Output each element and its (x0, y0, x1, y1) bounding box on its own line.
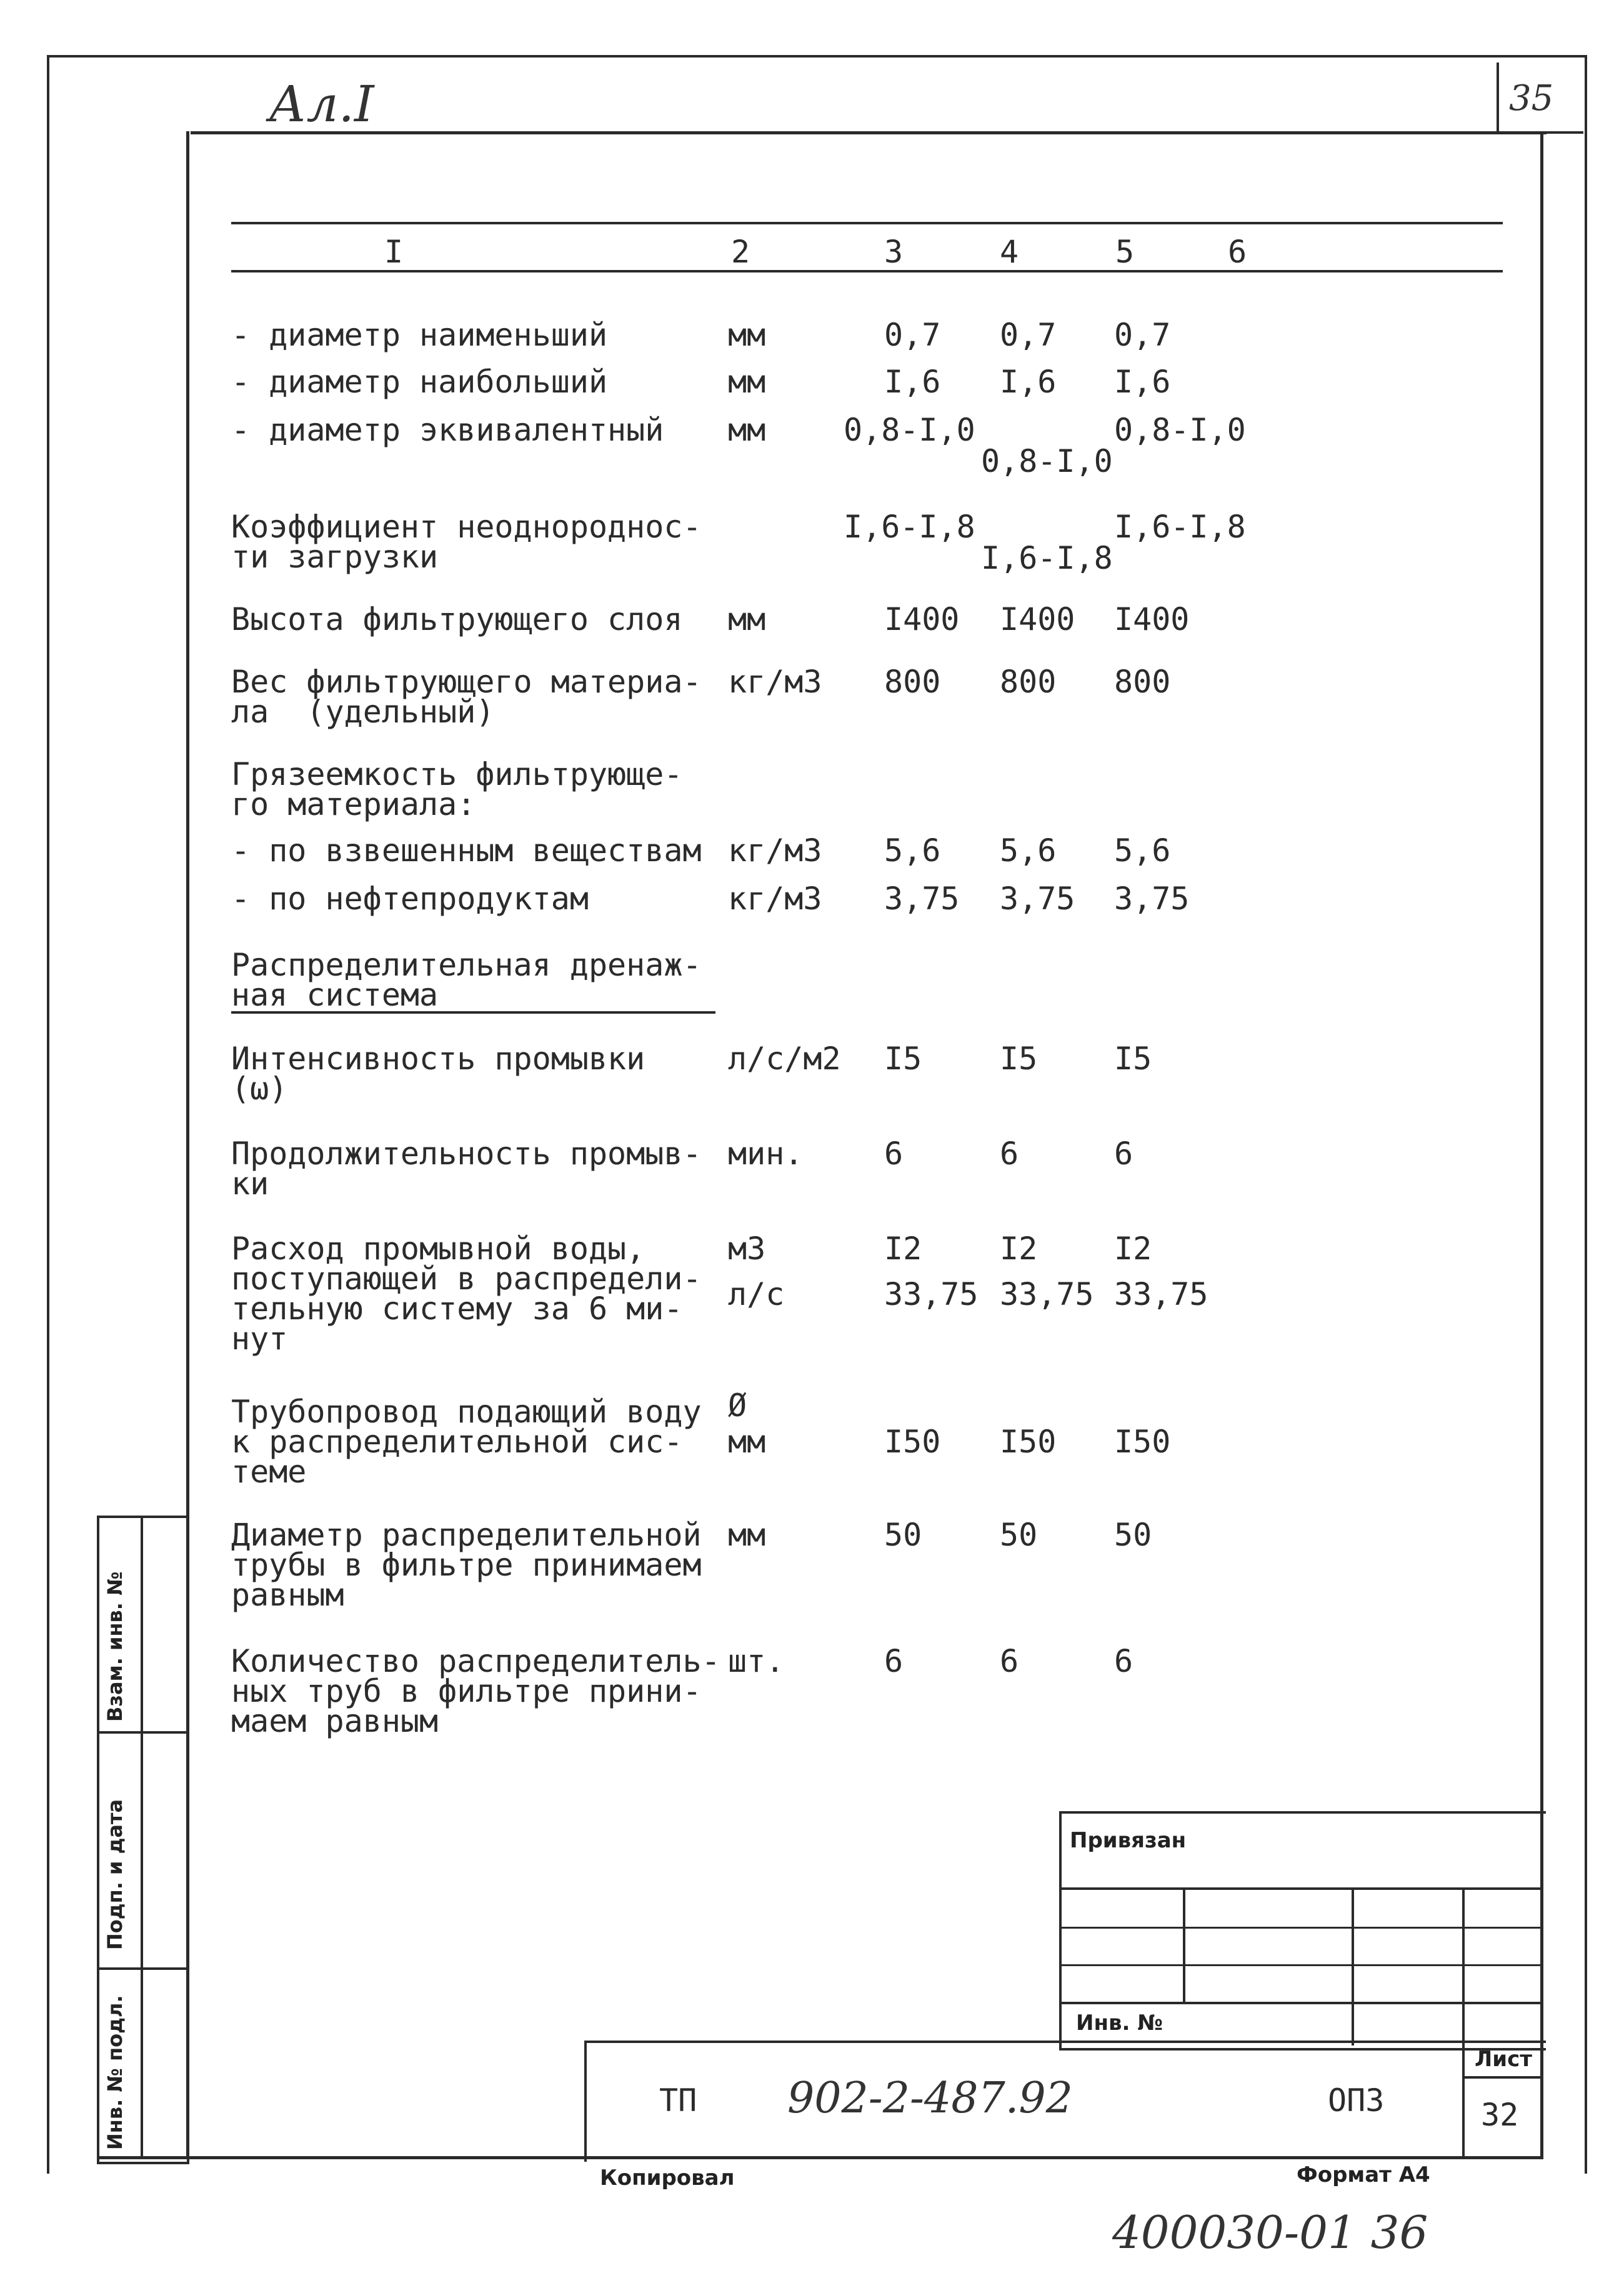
col-header-1: I (384, 234, 404, 270)
col-header-2: 2 (731, 234, 750, 270)
row-value-c4: 0,7 (1000, 317, 1057, 353)
row-label-cont: поступающей в распредели- (231, 1261, 702, 1297)
row-unit: мм (728, 601, 766, 637)
row-label: Трубопровод подающий воду (231, 1394, 702, 1430)
row-label-cont: равным (231, 1577, 344, 1613)
sheet-label: Лист (1475, 2047, 1532, 2072)
row-value-c5: 3,75 (1114, 881, 1190, 917)
row-label: - по взвешенным веществам (231, 832, 702, 869)
stamp-hline-3 (1059, 1964, 1543, 1966)
row-value-c3: 800 (884, 664, 941, 700)
row-unit: мм (728, 364, 766, 400)
outer-frame-left (47, 55, 49, 2174)
row-unit: мин. (728, 1136, 804, 1172)
doc-section: ОПЗ (1328, 2082, 1385, 2119)
row-value-c3-second: 33,75 (884, 1276, 979, 1312)
row-label: Вес фильтрующего материа- (231, 664, 702, 700)
row-value-c4: 3,75 (1000, 881, 1075, 917)
doc-number: 902-2-487.92 (787, 2074, 1073, 2123)
stamp-hline-1 (1059, 1887, 1543, 1890)
inv-no-label: Инв. № (1076, 2011, 1163, 2036)
col-header-5: 5 (1115, 234, 1135, 270)
col-header-3: 3 (884, 234, 904, 270)
row-value-c3: 3,75 (884, 881, 960, 917)
row-label-cont: теме (231, 1454, 307, 1490)
row-unit: кг/м3 (728, 664, 822, 700)
sheet-cell-divider (1462, 2041, 1465, 2159)
row-value-c3: 5,6 (884, 832, 941, 869)
row-value-c4: I5 (1000, 1041, 1038, 1077)
row-value-c3: 50 (884, 1517, 922, 1553)
col-header-4: 4 (1000, 234, 1019, 270)
row-value-c4: I2 (1000, 1231, 1038, 1267)
row-label: Интенсивность промывки (231, 1041, 645, 1077)
sheet-number: 32 (1481, 2097, 1519, 2133)
row-value-c5: I2 (1114, 1231, 1152, 1267)
row-value-c3: I,6-I,8 (844, 509, 975, 545)
row-unit: кг/м3 (728, 832, 822, 869)
row-unit: мм (728, 1517, 766, 1553)
row-value-c4: I,6-I,8 (981, 540, 1113, 576)
row-value-c5: I50 (1114, 1424, 1171, 1460)
row-label: Продолжительность промыв- (231, 1136, 702, 1172)
row-value-c4: I400 (1000, 601, 1075, 637)
row-unit: шт. (728, 1643, 785, 1679)
row-unit: л/с/м2 (728, 1041, 841, 1077)
row-label-cont: трубы в фильтре принимаем (231, 1547, 702, 1583)
row-label: Грязеемкость фильтрующе- (231, 756, 683, 792)
row-label-cont: го материала: (231, 786, 476, 822)
row-value-c4: 50 (1000, 1517, 1038, 1553)
row-label: Коэффициент неоднороднос- (231, 509, 702, 545)
side-strip-sep-1 (97, 1731, 187, 1734)
row-value-c4: 6 (1000, 1136, 1019, 1172)
row-value-c5: 6 (1114, 1136, 1133, 1172)
outer-frame-right (1585, 55, 1587, 2174)
section-heading: Распределительная дренаж- (231, 947, 702, 983)
row-label-cont: маем равным (231, 1703, 439, 1739)
row-label-cont: ти загрузки (231, 539, 439, 575)
row-value-c3: I5 (884, 1041, 922, 1077)
row-value-c5: 50 (1114, 1517, 1152, 1553)
row-value-c5: 0,7 (1114, 317, 1171, 353)
row-value-c3: 6 (884, 1136, 904, 1172)
row-label: Количество распределитель- (231, 1643, 720, 1679)
row-label-cont: ки (231, 1166, 269, 1202)
row-value-c4: 800 (1000, 664, 1057, 700)
row-value-c4: 5,6 (1000, 832, 1057, 869)
linked-label: Привязан (1070, 1828, 1187, 1853)
section-heading-cont: ная система (231, 979, 715, 1014)
format-label: Формат А4 (1297, 2162, 1430, 2187)
row-label: Диаметр распределительной (231, 1517, 702, 1553)
row-value-c3: 0,7 (884, 317, 941, 353)
stamp-hline-4 (1059, 2002, 1543, 2004)
header-rule-top (231, 222, 1503, 224)
side-label-inv-orig: Инв. № подл. (103, 1995, 127, 2150)
sheet-mark: Ал.I (269, 75, 374, 133)
row-value-c3: I,6 (884, 364, 941, 400)
col-header-6: 6 (1228, 234, 1247, 270)
row-unit-symbol: Ø (728, 1387, 747, 1424)
row-unit: мм (728, 317, 766, 353)
row-label: - диаметр эквивалентный (231, 412, 664, 448)
row-unit-2: л/с (728, 1276, 785, 1312)
row-value-c5-second: 33,75 (1114, 1276, 1208, 1312)
row-value-c5: 800 (1114, 664, 1171, 700)
row-label-cont: нут (231, 1321, 288, 1357)
stamp-vline-2 (1352, 1887, 1354, 2046)
row-label-cont: ных труб в фильтре прини- (231, 1673, 702, 1709)
row-value-c3: I2 (884, 1231, 922, 1267)
row-label-cont: ла (удельный) (231, 694, 495, 730)
corner-number: 35 (1509, 78, 1554, 119)
row-value-c4: I,6 (1000, 364, 1057, 400)
row-label: - диаметр наибольший (231, 364, 608, 400)
row-label: Высота фильтрующего слоя (231, 601, 683, 637)
row-value-c3: I50 (884, 1424, 941, 1460)
row-unit: кг/м3 (728, 881, 822, 917)
row-value-c5: I400 (1114, 601, 1190, 637)
handwritten-archive-number: 400030-01 36 (1112, 2206, 1428, 2259)
row-value-c5: I5 (1114, 1041, 1152, 1077)
stamp-hline-2 (1059, 1927, 1543, 1929)
row-label: - по нефтепродуктам (231, 881, 589, 917)
row-value-c3: 6 (884, 1643, 904, 1679)
inner-frame-top (191, 131, 1547, 134)
row-value-c3: I400 (884, 601, 960, 637)
side-strip-sep-2 (97, 1967, 187, 1970)
row-unit: мм (728, 1424, 766, 1460)
row-value-c4: 6 (1000, 1643, 1019, 1679)
stamp-vline-3 (1462, 1887, 1465, 2046)
row-value-c5: I,6 (1114, 364, 1171, 400)
outer-frame-top (47, 55, 1587, 57)
side-label-sign-date: Подп. и дата (103, 1799, 127, 1950)
row-label: - диаметр наименьший (231, 317, 608, 353)
row-label-cont: к распределительной сис- (231, 1424, 683, 1460)
row-value-c5: 5,6 (1114, 832, 1171, 869)
row-value-c4: I50 (1000, 1424, 1057, 1460)
row-label-cont: (ω) (231, 1071, 288, 1107)
row-unit: мм (728, 412, 766, 448)
stamp-vline-1 (1183, 1887, 1185, 2003)
header-rule-bottom (231, 270, 1503, 272)
doc-series: ТП (659, 2082, 697, 2119)
row-value-c5: 0,8-I,0 (1114, 412, 1246, 448)
side-label-replace-inv: Взам. инв. № (103, 1571, 127, 1722)
side-strip-divider (141, 1516, 143, 2159)
row-value-c3: 0,8-I,0 (844, 412, 975, 448)
row-value-c5: I,6-I,8 (1114, 509, 1246, 545)
row-label: Расход промывной воды, (231, 1231, 645, 1267)
row-value-c4-second: 33,75 (1000, 1276, 1094, 1312)
row-value-c4: 0,8-I,0 (981, 443, 1113, 479)
row-label-cont: тельную систему за 6 ми- (231, 1291, 683, 1327)
copied-label: Копировал (600, 2166, 735, 2191)
sheet-cell-hline (1462, 2076, 1543, 2079)
row-unit: м3 (728, 1231, 766, 1267)
row-value-c5: 6 (1114, 1643, 1133, 1679)
